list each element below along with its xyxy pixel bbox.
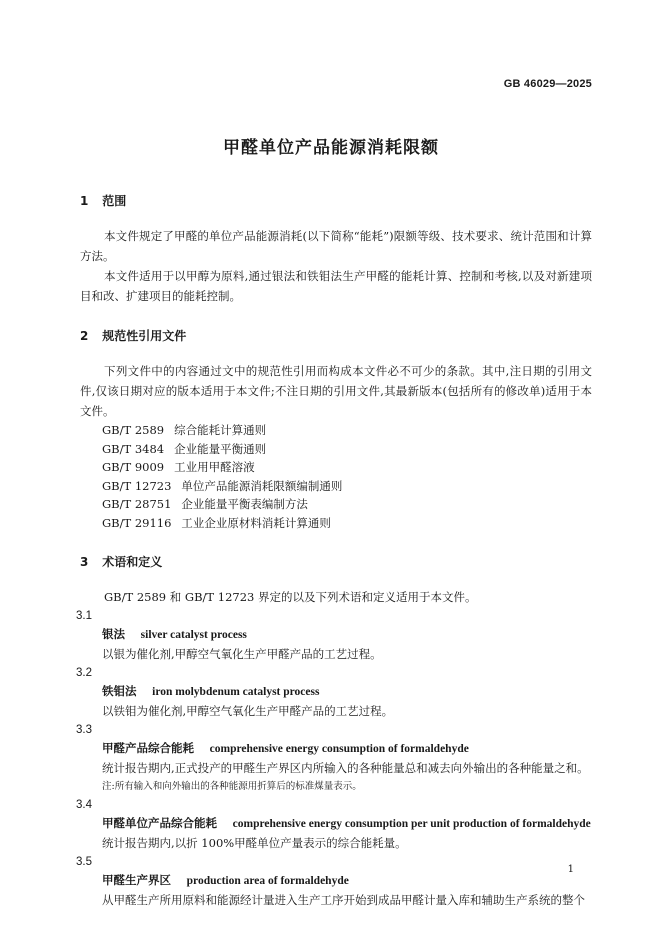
term-number: 3.3 <box>76 724 92 736</box>
term-name-zh: 甲醛生产界区 <box>102 873 171 887</box>
term-name <box>80 739 592 758</box>
term-entry <box>76 664 592 721</box>
paragraph: 本文件规定了甲醛的单位产品能源消耗(以下简称“能耗”)限额等级、技术要求、统计范围和计算方法。 <box>80 229 592 263</box>
list-item <box>80 458 592 477</box>
reference-code: GB/T 12723 <box>102 478 172 493</box>
term-number: 3.5 <box>76 856 92 868</box>
term-entry <box>76 853 592 910</box>
term-name-en: silver catalyst process <box>140 629 247 641</box>
term-name-zh: 银法 <box>102 627 125 641</box>
paragraph: 下列文件中的内容通过文中的规范性引用而构成本文件必不可少的条款。其中,注日期的引用文件,仅该日期对应的版本适用于本文件;不注日期的引用文件,其最新版本(包括所有的修改单)适用于本文件。 <box>80 364 592 418</box>
term-number: 3.4 <box>76 799 92 811</box>
section-number: 3 <box>80 555 89 569</box>
document-body <box>76 192 592 910</box>
term-definition: 统计报告期内,以折 100%甲醛单位产量表示的综合能耗量。 <box>102 836 407 850</box>
reference-title: 企业能量平衡表编制方法 <box>181 497 308 511</box>
document-title: 甲醛单位产品能源消耗限额 <box>223 138 439 158</box>
term-name-en: comprehensive energy consumption of formaldehyde <box>209 743 469 755</box>
list-item <box>80 440 592 459</box>
section-heading <box>80 553 592 571</box>
term-definition: 以铁钼为催化剂,甲醇空气氧化生产甲醛产品的工艺过程。 <box>102 704 394 718</box>
section-title: 范围 <box>102 194 127 208</box>
list-item <box>80 477 592 496</box>
reference-list <box>80 421 592 532</box>
term-number: 3.2 <box>76 667 92 679</box>
term-name <box>80 625 592 644</box>
paragraph: GB/T 2589 和 GB/T 12723 界定的以及下列术语和定义适用于本文件。 <box>104 590 477 604</box>
term-definition: 以银为催化剂,甲醇空气氧化生产甲醛产品的工艺过程。 <box>102 647 382 661</box>
reference-code: GB/T 2589 <box>102 423 165 437</box>
reference-title: 工业企业原材料消耗计算通则 <box>181 515 331 530</box>
section-number: 1 <box>80 194 89 208</box>
term-name-zh: 铁钼法 <box>102 684 137 698</box>
term-entry <box>76 796 592 853</box>
reference-title: 综合能耗计算通则 <box>174 423 267 437</box>
term-entry <box>76 607 592 664</box>
list-item <box>80 514 592 533</box>
section-title: 规范性引用文件 <box>102 329 187 343</box>
list-item <box>80 421 592 440</box>
section-heading <box>80 327 592 345</box>
term-name-zh: 甲醛产品综合能耗 <box>102 741 194 755</box>
reference-title: 企业能量平衡通则 <box>174 441 267 456</box>
reference-title: 工业用甲醛溶液 <box>174 460 255 474</box>
reference-code: GB/T 29116 <box>102 515 172 530</box>
term-definition: 统计报告期内,正式投产的甲醛生产界区内所输入的各种能量总和减去向外输出的各种能量之和。 <box>102 761 589 775</box>
section-terms-definitions <box>76 553 592 910</box>
term-name <box>80 871 592 890</box>
reference-code: GB/T 3484 <box>102 441 165 456</box>
paragraph: 本文件适用于以甲醇为原料,通过银法和铁钼法生产甲醛的能耗计算、控制和考核,以及对新建项目和改、扩建项目的能耗控制。 <box>80 269 592 303</box>
term-note: 注:所有输入和向外输出的各种能源用折算后的标准煤量表示。 <box>102 781 362 792</box>
list-item <box>80 495 592 514</box>
term-entry <box>76 721 592 796</box>
section-title: 术语和定义 <box>102 555 163 569</box>
term-number: 3.1 <box>76 610 92 622</box>
term-name <box>80 682 592 701</box>
term-name-zh: 甲醛单位产品综合能耗 <box>102 816 217 830</box>
section-heading <box>80 192 592 210</box>
term-name-en: comprehensive energy consumption per unit production of formaldehyde <box>232 818 591 830</box>
reference-code: GB/T 9009 <box>102 460 165 474</box>
term-name-en: production area of formaldehyde <box>186 875 349 887</box>
term-name-en: iron molybdenum catalyst process <box>152 686 320 698</box>
section-scope <box>80 192 592 306</box>
reference-title: 单位产品能源消耗限额编制通则 <box>181 478 343 493</box>
standard-number: GB 46029—2025 <box>503 78 592 90</box>
term-definition: 从甲醛生产所用原料和能源经计量进入生产工序开始到成品甲醛计量入库和辅助生产系统的整个 <box>102 893 585 907</box>
section-normative-references <box>80 327 592 532</box>
page-number: 1 <box>567 864 574 875</box>
reference-code: GB/T 28751 <box>102 497 172 511</box>
section-number: 2 <box>80 329 89 343</box>
term-name <box>80 814 592 833</box>
